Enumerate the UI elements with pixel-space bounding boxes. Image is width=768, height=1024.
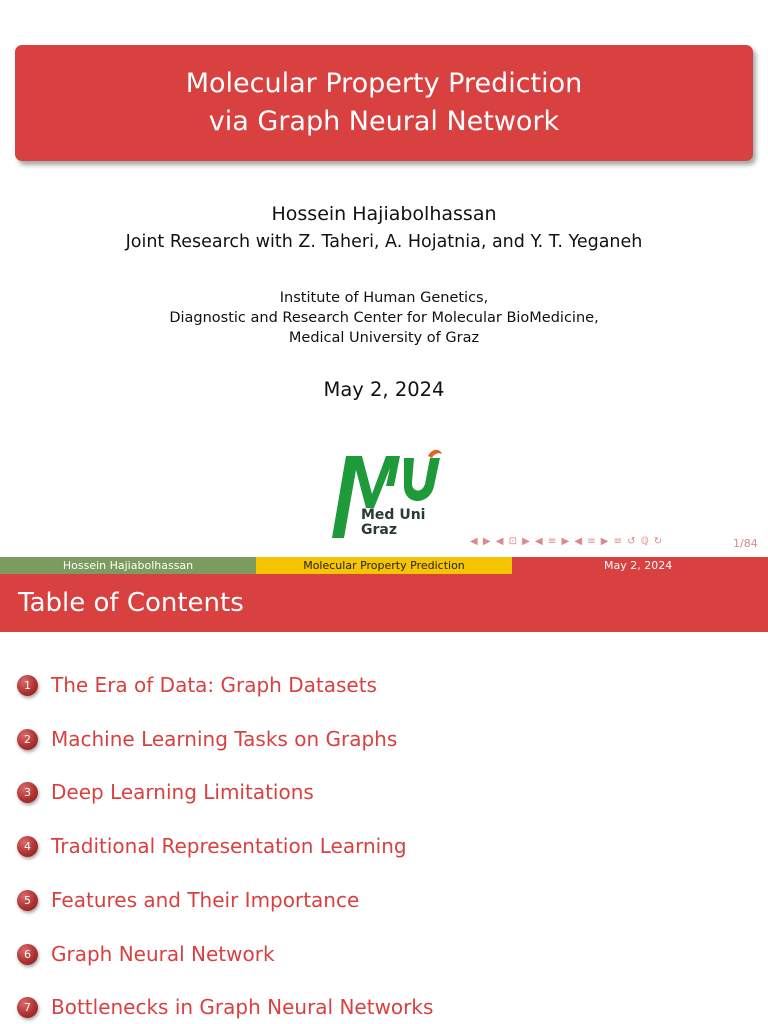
logo-line-1: Med Uni <box>361 507 426 523</box>
title-block <box>15 45 753 161</box>
toc-bullet-7: 7 <box>17 997 38 1018</box>
toc-item-5[interactable] <box>17 883 359 917</box>
logo-line-2: Graz <box>361 522 397 538</box>
toc-label-2[interactable]: Machine Learning Tasks on Graphs <box>51 727 398 751</box>
title-line-2: via Graph Neural Network <box>208 106 560 137</box>
toc-label-5[interactable]: Features and Their Importance <box>51 888 360 912</box>
toc-bullet-5: 5 <box>17 890 38 911</box>
toc-label-3[interactable]: Deep Learning Limitations <box>51 780 314 804</box>
joint-research-line: Joint Research with Z. Taheri, A. Hojatnia, and Y. T. Yeganeh <box>125 232 643 252</box>
toc-label-6[interactable]: Graph Neural Network <box>51 942 275 966</box>
logo-flame-accent <box>428 450 442 458</box>
toc-item-4[interactable] <box>17 829 407 863</box>
toc-bullet-4: 4 <box>17 836 38 857</box>
footline-title: Molecular Property Prediction <box>256 557 512 574</box>
toc-item-6[interactable] <box>17 937 275 971</box>
institute-line-3: Medical University of Graz <box>288 330 480 346</box>
institute-line-2: Diagnostic and Research Center for Molecular BioMedicine, <box>169 310 599 326</box>
footline-date: May 2, 2024 <box>512 557 768 574</box>
toc-item-2[interactable] <box>17 722 397 756</box>
toc-bullet-1: 1 <box>17 675 38 696</box>
toc-bullet-3: 3 <box>17 782 38 803</box>
toc-label-7[interactable]: Bottlenecks in Graph Neural Networks <box>51 995 434 1019</box>
footline-author: Hossein Hajiabolhassan <box>0 557 256 574</box>
logo-u-shape <box>404 458 440 501</box>
beamer-navigation-icons[interactable]: ◀ ▶ ◀ ⊡ ▶ ◀ ≡ ▶ ◀ ≡ ▶ ≡ ↺ ℚ ↻ <box>470 536 664 547</box>
footline <box>0 557 768 574</box>
author-name: Hossein Hajiabolhassan <box>271 203 497 225</box>
logo-wordmark <box>361 508 425 538</box>
toc-item-7[interactable] <box>17 990 433 1024</box>
title-line-1: Molecular Property Prediction <box>185 68 583 99</box>
toc-item-1[interactable] <box>17 668 377 702</box>
institute-line-1: Institute of Human Genetics, <box>279 290 489 306</box>
toc-bullet-2: 2 <box>17 729 38 750</box>
presentation-date: May 2, 2024 <box>323 378 445 401</box>
toc-label-1[interactable]: The Era of Data: Graph Datasets <box>51 673 377 697</box>
page-number: 1/84 <box>733 537 758 550</box>
frame-title: Table of Contents <box>0 574 768 632</box>
toc-bullet-6: 6 <box>17 944 38 965</box>
toc-item-3[interactable] <box>17 775 314 809</box>
toc-label-4[interactable]: Traditional Representation Learning <box>51 834 407 858</box>
institute-block <box>0 288 768 348</box>
